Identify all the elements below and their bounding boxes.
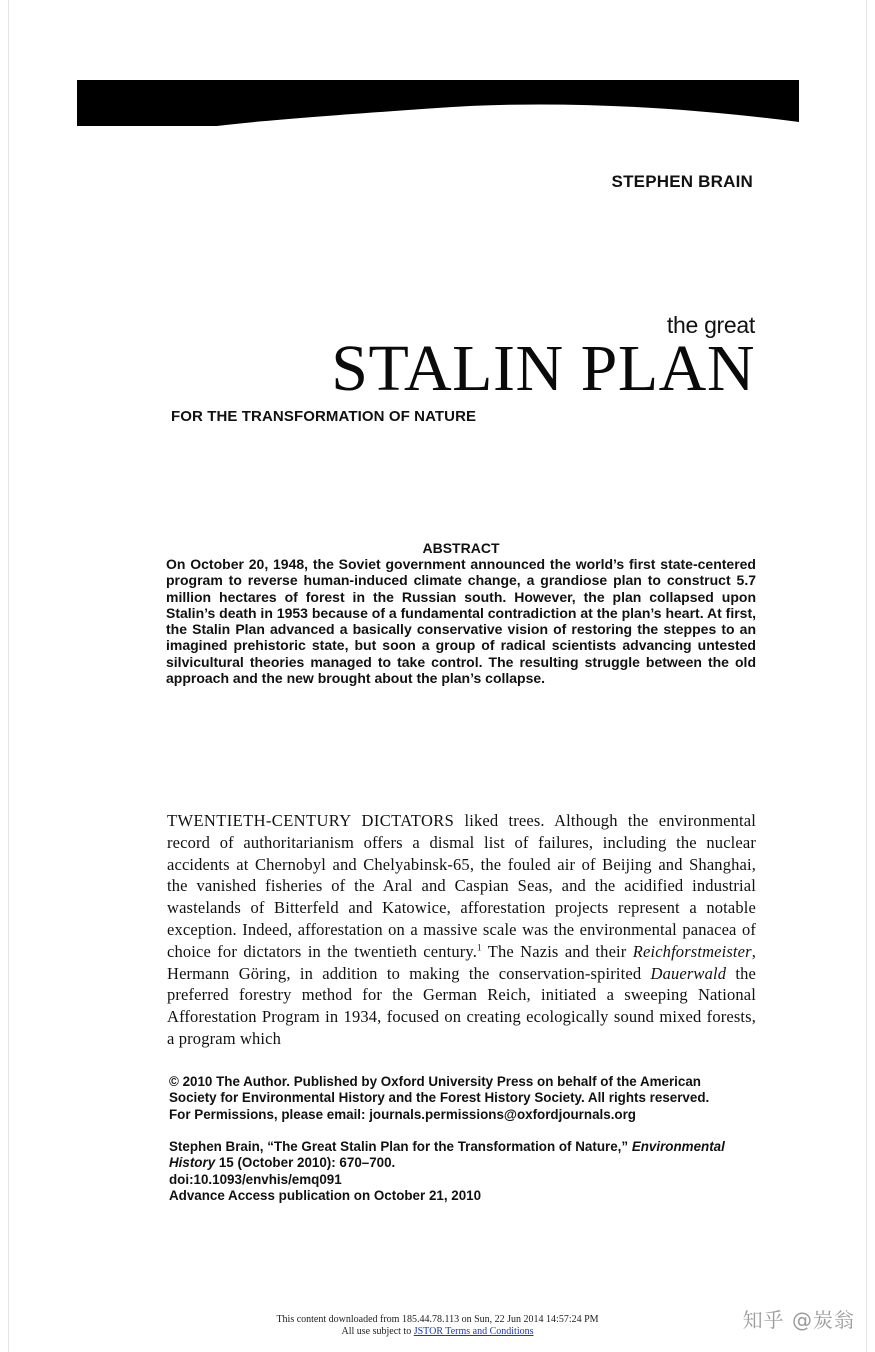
body-paragraph <box>167 810 756 1050</box>
journal-name-cont: History <box>169 1155 216 1171</box>
watermark: 知乎 @炭翁 <box>742 1308 855 1332</box>
italic-term-dauerwald: Dauerwald <box>650 963 727 983</box>
abstract-heading: ABSTRACT <box>422 540 500 556</box>
citation-line <box>169 1139 769 1155</box>
italic-term-reichforstmeister: Reichforstmeister <box>632 941 752 961</box>
header-banner <box>77 80 799 126</box>
copyright-notice <box>169 1074 757 1123</box>
author-name: STEPHEN BRAIN <box>611 172 753 191</box>
doi: doi:10.1093/envhis/emq091 <box>169 1171 342 1187</box>
copyright-line: © 2010 The Author. Published by Oxford University Press on behalf of the American <box>169 1074 701 1089</box>
abstract-text: On October 20, 1948, the Soviet government announced the world’s first state-centered program to reverse human-induced climate change, a grandiose plan to construct 5.7 million hectares of forest in the Russian south. However, the plan collapsed upon Stalin’s death in 1953 because of a fundamental contradiction at the plan’s heart. At first, the Stalin Plan advanced a basically conservative vision of restoring the steppes to an imagined prehistoric state, but soon a group of radical scientists advancing untested silvicultural theories managed to take control. The resulting struggle between the old approach and the new brought about the plan’s collapse. <box>166 556 756 687</box>
body-text-3: , Hermann Göring, in addition to making the conservation-spirited <box>167 941 756 983</box>
permissions-line: For Permissions, please email: journals.permissions@oxfordjournals.org <box>169 1106 636 1122</box>
access-date: Advance Access publication on October 21, 2010 <box>169 1187 482 1203</box>
jstor-terms-link[interactable]: JSTOR Terms and Conditions <box>413 1325 534 1337</box>
journal-name: Environmental <box>631 1139 725 1154</box>
citation-suffix: 15 (October 2010): 670–700. <box>215 1155 396 1171</box>
article-title: STALIN PLAN <box>331 332 755 405</box>
body-text-1: liked trees. Although the environmental record of authoritarianism offers a dismal list of failures, including the nuclear accidents at Chernobyl and Chelyabinsk-65, the fouled air of Beijing and Shanghai, the vanished fisheries of the Aral and Caspian Seas, and the acidified industrial wastelands of Bitterfeld and Katowice, afforestation projects represent a notable exception. Indeed, afforestation on a massive scale was the environmental panacea of choice for dictators in the twentieth century. <box>167 811 756 961</box>
terms-prefix: All use subject to <box>341 1325 414 1337</box>
title-prefix: the great <box>666 312 755 338</box>
article-subtitle: FOR THE TRANSFORMATION OF NATURE <box>171 408 477 425</box>
citation-prefix: Stephen Brain, “The Great Stalin Plan for the Transformation of Nature,” <box>169 1139 629 1154</box>
citation-block <box>169 1139 769 1204</box>
copyright-line: Society for Environmental History and the Forest History Society. All rights reserved. <box>169 1090 710 1106</box>
download-notice: This content downloaded from 185.44.78.113 on Sun, 22 Jun 2014 14:57:24 PM <box>276 1314 599 1325</box>
lead-caps: TWENTIETH-CENTURY DICTATORS <box>167 811 455 830</box>
footnote-marker[interactable]: 1 <box>477 942 482 953</box>
body-text-4: the preferred forestry method for the German Reich, initiated a sweeping National Afforestation Program in 1934, focused on creating ecologically sound mixed forests, a program which <box>167 963 757 1048</box>
body-text-2: The Nazis and their <box>481 941 633 961</box>
citation-line <box>169 1155 769 1171</box>
